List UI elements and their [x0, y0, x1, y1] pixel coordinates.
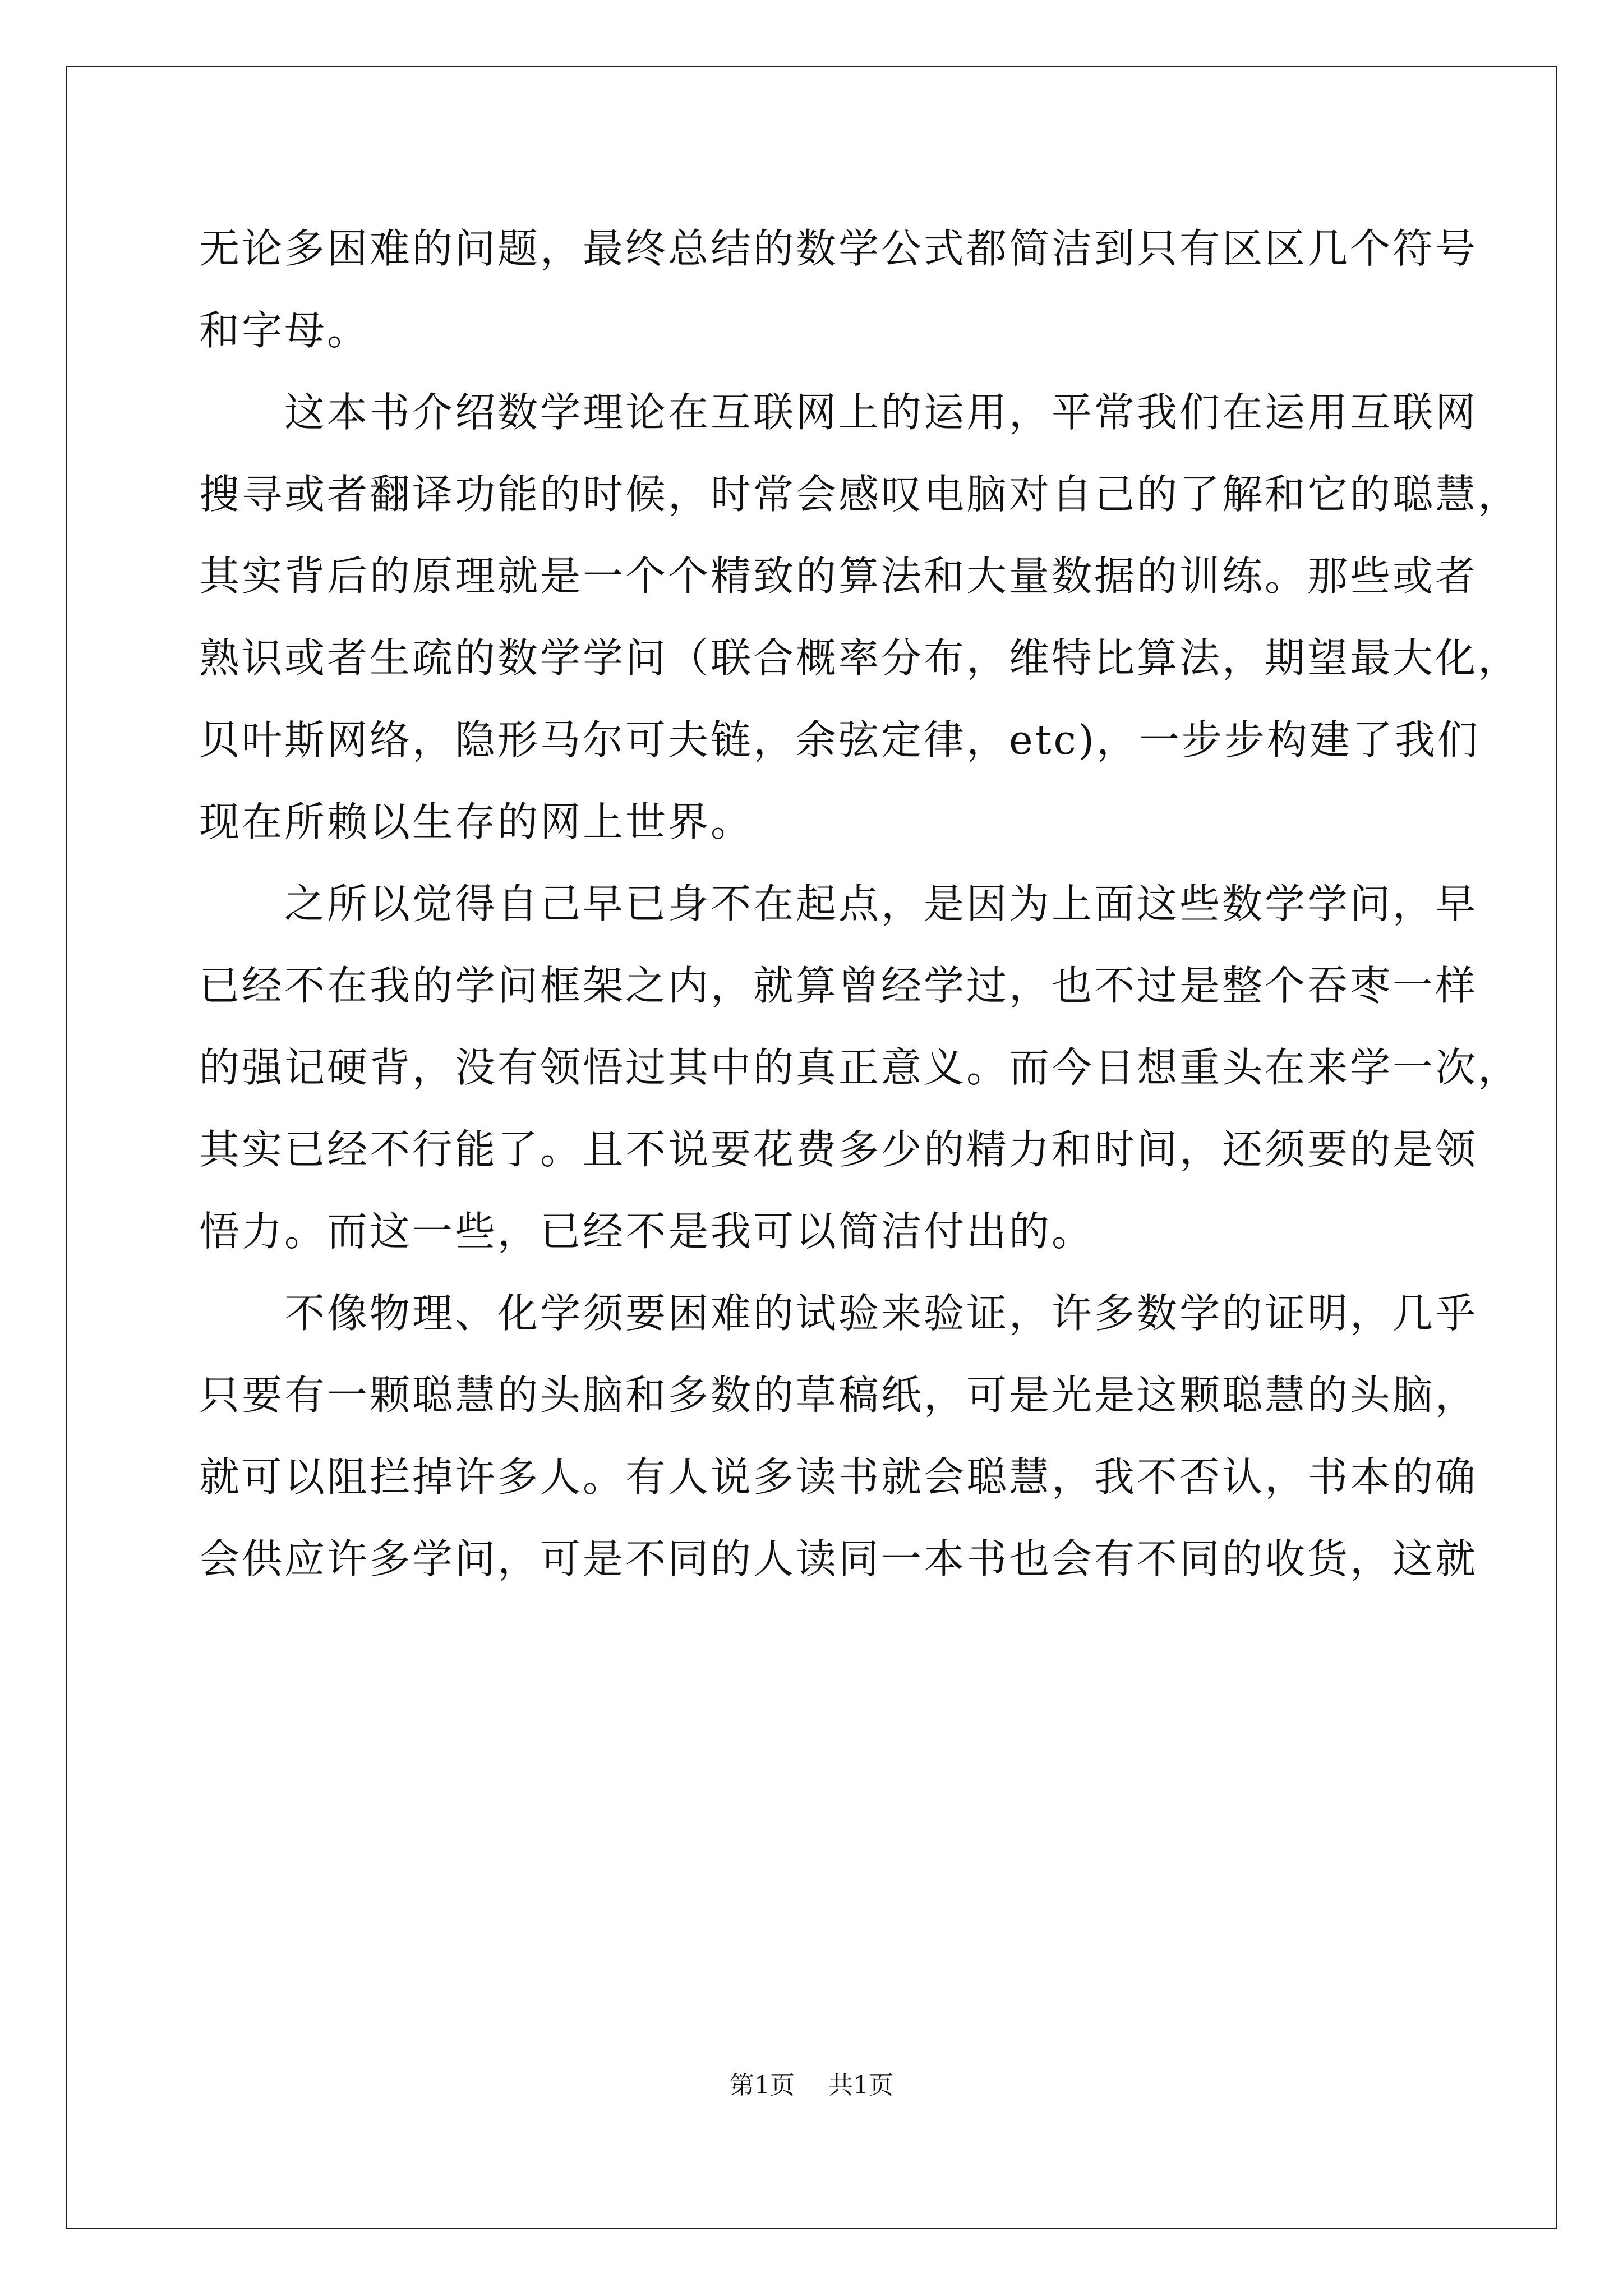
page-number-label: 第1页	[730, 2071, 795, 2100]
text-line-17: 会供应许多学问，可是不同的人读同一本书也会有不同的收货，这就	[199, 1535, 1478, 1582]
page-total-label: 共1页	[828, 2071, 893, 2100]
text-line-1: 无论多困难的问题，最终总结的数学公式都简洁到只有区区几个符号	[199, 225, 1478, 272]
text-line-9: 之所以觉得自己早已身不在起点，是因为上面这些数学学问，早	[284, 880, 1478, 927]
text-line-14: 不像物理、化学须要困难的试验来验证，许多数学的证明，几乎	[284, 1290, 1478, 1337]
text-line-3: 这本书介绍数学理论在互联网上的运用，平常我们在运用互联网	[284, 389, 1478, 436]
text-line-6: 熟识或者生疏的数学学问（联合概率分布，维特比算法，期望最大化，	[199, 634, 1521, 682]
body-text	[199, 208, 1521, 1600]
text-line-7: 贝叶斯网络，隐形马尔可夫链，余弦定律，etc)，一步步构建了我们	[199, 716, 1480, 763]
text-line-4: 搜寻或者翻译功能的时候，时常会感叹电脑对自己的了解和它的聪慧，	[199, 471, 1521, 518]
text-line-5: 其实背后的原理就是一个个精致的算法和大量数据的训练。那些或者	[199, 553, 1478, 600]
text-line-16: 就可以阻拦掉许多人。有人说多读书就会聪慧，我不否认，书本的确	[199, 1453, 1478, 1501]
text-line-10: 已经不在我的学问框架之内，就算曾经学过，也不过是整个吞枣一样	[199, 962, 1478, 1009]
text-line-15: 只要有一颗聪慧的头脑和多数的草稿纸，可是光是这颗聪慧的头脑，	[199, 1372, 1478, 1419]
text-line-12: 其实已经不行能了。且不说要花费多少的精力和时间，还须要的是领	[199, 1126, 1478, 1173]
text-line-11: 的强记硬背，没有领悟过其中的真正意义。而今日想重头在来学一次，	[199, 1044, 1521, 1091]
page-footer	[0, 2069, 1623, 2102]
text-line-13: 悟力。而这一些，已经不是我可以简洁付出的。	[199, 1208, 1095, 1255]
text-line-2: 和字母。	[199, 307, 370, 354]
text-line-8: 现在所赖以生存的网上世界。	[199, 798, 754, 845]
